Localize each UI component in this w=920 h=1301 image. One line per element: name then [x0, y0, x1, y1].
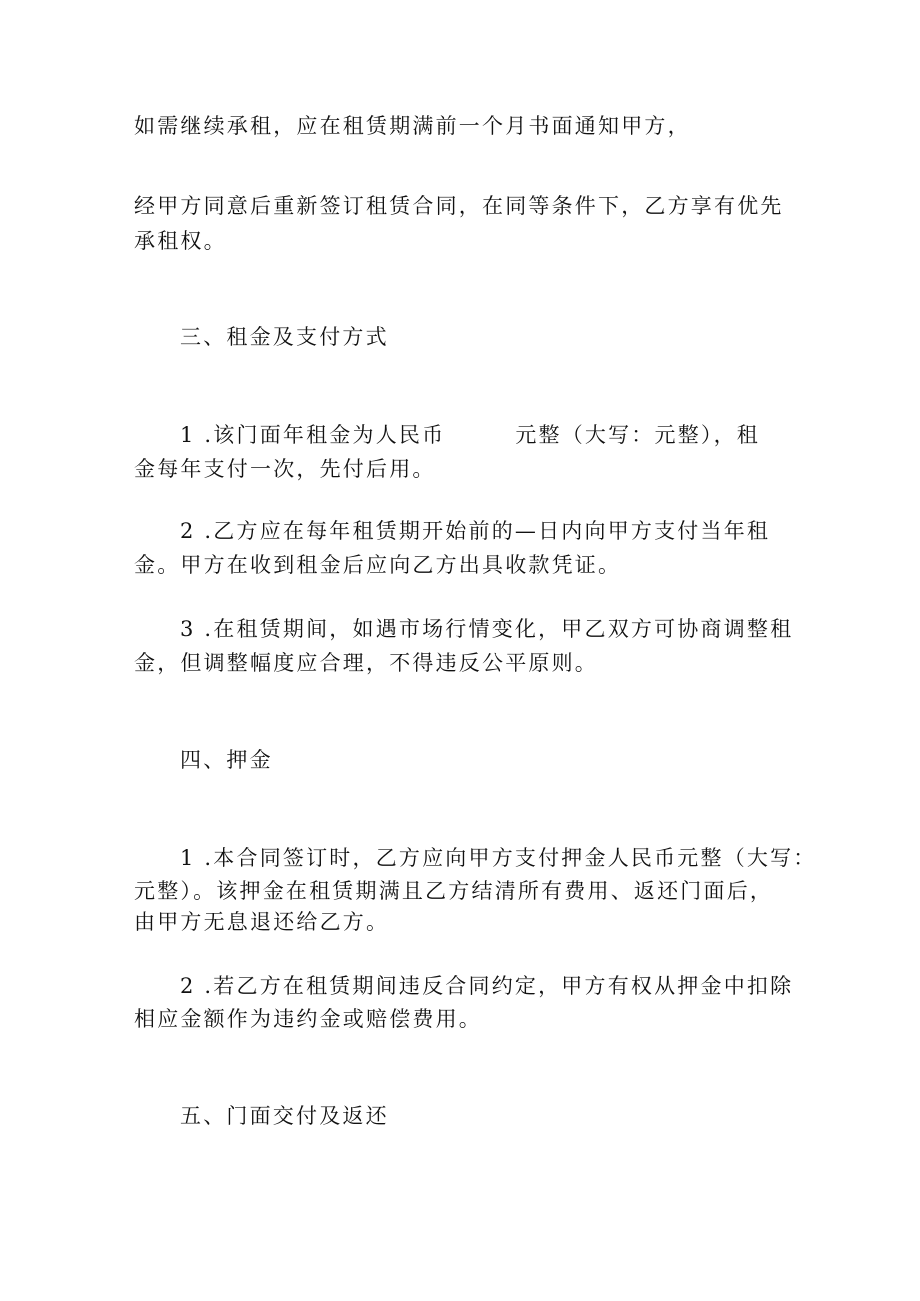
section-heading-rent: 三、租金及支付方式: [180, 325, 389, 349]
rent-clause-2-line-2: 金。甲方在收到租金后应向乙方出具收款凭证。: [134, 553, 622, 577]
rent-clause-1-text-after-blank: 元整（大写：元整），租: [515, 423, 761, 447]
paragraph-renewal-line-1: 如需继续承租，应在租赁期满前一个月书面通知甲方，: [134, 114, 691, 138]
paragraph-renewal-line-3: 承租权。: [134, 229, 227, 253]
section-heading-handover: 五、门面交付及返还: [180, 1104, 389, 1128]
deposit-clause-1-line-1: 1 .本合同签订时，乙方应向甲方支付押金人民币元整（大写：: [180, 846, 817, 870]
section-heading-deposit: 四、押金: [180, 748, 273, 772]
rent-clause-2-line-1: 2 .乙方应在每年租赁期开始前的—日内向甲方支付当年租: [180, 519, 771, 543]
deposit-clause-2-line-2: 相应金额作为违约金或赔偿费用。: [134, 1007, 482, 1031]
rent-clause-3-line-2: 金，但调整幅度应合理，不得违反公平原则。: [134, 651, 598, 675]
rent-clause-1-line-2: 金每年支付一次，先付后用。: [134, 457, 436, 481]
deposit-clause-1-line-2: 元整）。该押金在租赁期满且乙方结清所有费用、返还门面后，: [134, 879, 774, 903]
rent-clause-3-line-1: 3 .在租赁期间，如遇市场行情变化，甲乙双方可协商调整租: [180, 617, 794, 641]
paragraph-renewal-line-2: 经甲方同意后重新签订租赁合同，在同等条件下，乙方享有优先: [134, 194, 784, 218]
rent-clause-1-text-before-blank: 1 .该门面年租金为人民币: [180, 423, 446, 447]
deposit-clause-1-line-3: 由甲方无息退还给乙方。: [134, 910, 390, 934]
rent-clause-1-line-1: [180, 420, 760, 450]
deposit-clause-2-line-1: 2 .若乙方在租赁期间违反合同约定，甲方有权从押金中扣除: [180, 974, 794, 998]
